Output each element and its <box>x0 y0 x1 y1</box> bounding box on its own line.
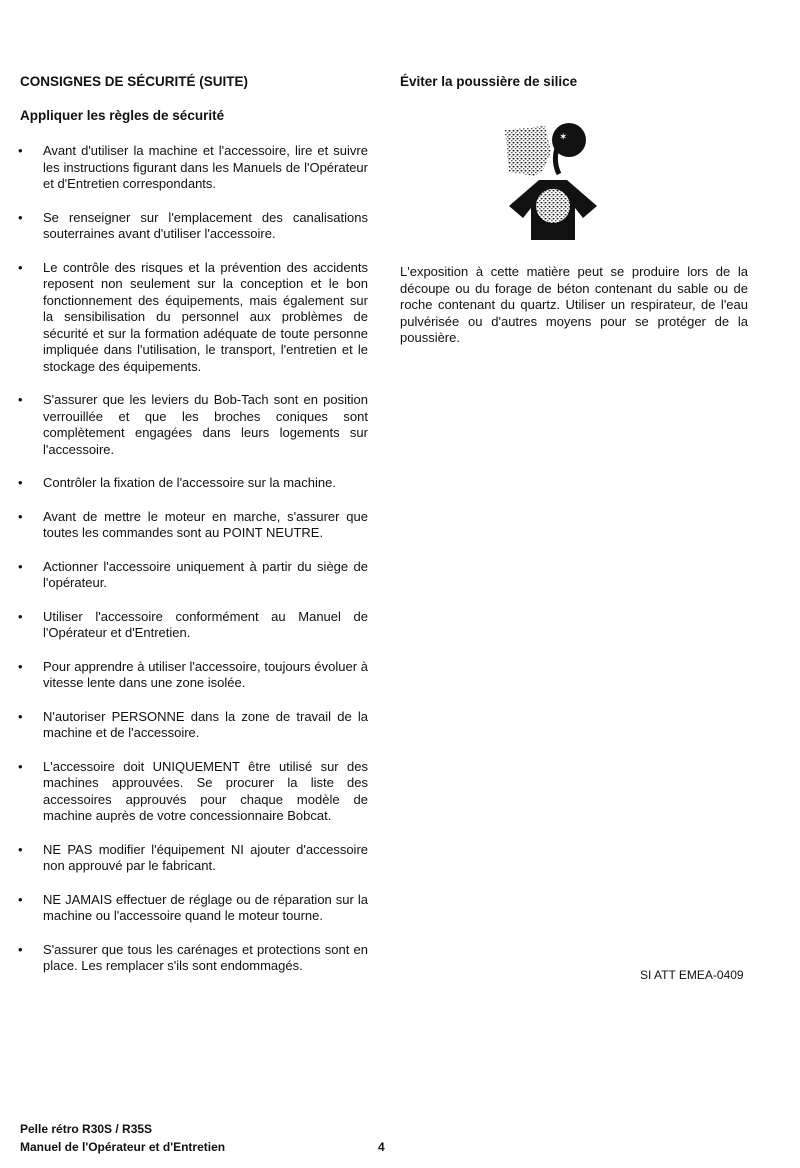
list-item <box>18 942 368 975</box>
list-item-text: Avant de mettre le moteur en marche, s'assurer que toutes les commandes sont au POINT NEUTRE. <box>43 508 368 540</box>
list-item <box>18 609 368 642</box>
footer-model: Pelle rétro R30S / R35S <box>20 1122 153 1136</box>
list-item <box>18 475 368 492</box>
safety-rules-list <box>18 143 368 992</box>
bullet-glyph: • <box>18 259 23 275</box>
bullet-glyph: • <box>18 841 23 857</box>
section-subheading: Appliquer les règles de sécurité <box>20 108 225 123</box>
list-item-text: Utiliser l'accessoire conformément au Manuel de l'Opérateur et d'Entretien. <box>43 608 368 640</box>
svg-text:✶: ✶ <box>559 132 568 143</box>
list-item <box>18 709 368 742</box>
list-item-text: N'autoriser PERSONNE dans la zone de travail de la machine et de l'accessoire. <box>43 708 368 740</box>
bullet-glyph: • <box>18 209 23 225</box>
list-item-text: Se renseigner sur l'emplacement des canalisations souterraines avant d'utiliser l'accessoire. <box>43 209 368 241</box>
bullet-glyph: • <box>18 392 23 407</box>
page-number: 4 <box>378 1140 385 1154</box>
list-item-text: NE JAMAIS effectuer de réglage ou de réparation sur la machine ou l'accessoire quand le moteur tourne. <box>43 891 368 923</box>
bullet-glyph: • <box>18 708 23 724</box>
bullet-glyph: • <box>18 941 23 957</box>
bullet-glyph: • <box>18 758 23 774</box>
silica-dust-warning-icon <box>505 122 605 242</box>
bullet-glyph: • <box>18 608 23 624</box>
list-item <box>18 759 368 825</box>
list-item <box>18 260 368 376</box>
list-item-text: NE PAS modifier l'équipement NI ajouter d'accessoire non approuvé par le fabricant. <box>43 841 368 873</box>
bullet-glyph: • <box>18 508 23 524</box>
list-item <box>18 509 368 542</box>
bullet-glyph: • <box>18 891 23 907</box>
list-item <box>18 392 368 458</box>
reference-code: SI ATT EMEA-0409 <box>640 968 744 982</box>
list-item-text: L'accessoire doit UNIQUEMENT être utilisé sur des machines approuvées. Se procurer la liste des accessoires approuvés pour chaque modèle de machine auprès de votre concessionnaire Bobcat. <box>43 758 368 823</box>
silica-section-title: Éviter la poussière de silice <box>400 74 578 89</box>
list-item <box>18 143 368 193</box>
list-item-text: S'assurer que tous les carénages et protections sont en place. Les remplacer s'ils sont endommagés. <box>43 941 368 973</box>
list-item <box>18 559 368 592</box>
bullet-glyph: • <box>18 558 23 574</box>
list-item-text: Avant d'utiliser la machine et l'accessoire, lire et suivre les instructions figurant dans les Manuels de l'Opérateur et d'Entretien correspondants. <box>43 143 368 191</box>
list-item-text: Le contrôle des risques et la prévention des accidents reposent non seulement sur la conception et le bon fonctionnement des équipements, mais également sur la sensibilisation du personnel aux problèmes de sécurité et sur la formation adéquate de toute personne impliquée dans l'utilisation, le transport, l'entretien et le stockage des équipements. <box>43 259 368 374</box>
list-item-text: S'assurer que les leviers du Bob-Tach sont en position verrouillée et que les broches coniques sont complètement engagées dans leurs logements sur l'accessoire. <box>43 392 368 457</box>
bullet-glyph: • <box>18 475 23 490</box>
bullet-glyph: • <box>18 658 23 674</box>
list-item-text: Actionner l'accessoire uniquement à partir du siège de l'opérateur. <box>43 558 368 590</box>
list-item <box>18 842 368 875</box>
bullet-glyph: • <box>18 143 23 158</box>
list-item-text: Pour apprendre à utiliser l'accessoire, toujours évoluer à vitesse lente dans une zone isolée. <box>43 658 368 690</box>
list-item <box>18 210 368 243</box>
footer-manual-title: Manuel de l'Opérateur et d'Entretien <box>20 1140 226 1154</box>
section-heading: CONSIGNES DE SÉCURITÉ (SUITE) <box>20 74 249 89</box>
list-item-text: Contrôler la fixation de l'accessoire sur la machine. <box>43 475 336 490</box>
silica-warning-text: L'exposition à cette matière peut se produire lors de la découpe ou du forage de béton contenant du sable ou de roche contenant du quartz. Utiliser un respirateur, de l'eau pulvérisée ou d'autres moyens pour se protéger de la poussière. <box>400 264 748 345</box>
list-item <box>18 659 368 692</box>
list-item <box>18 892 368 925</box>
